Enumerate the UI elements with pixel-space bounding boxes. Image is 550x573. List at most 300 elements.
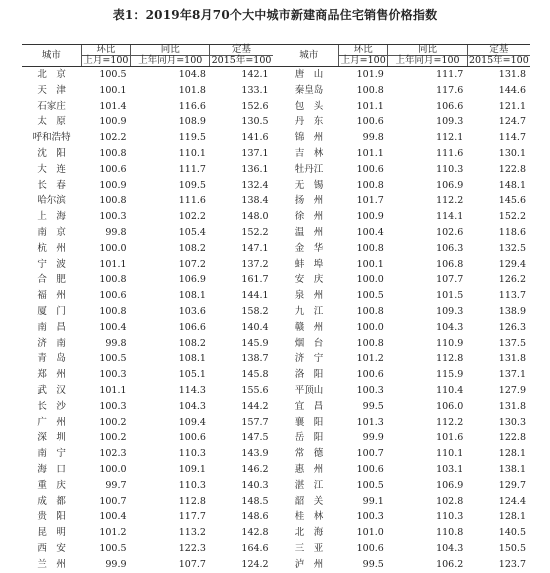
right-yoy-cell: 101.6 [436, 432, 464, 444]
left-city-cell: 昆 明 [37, 527, 66, 539]
right-base-cell: 138.9 [498, 305, 526, 317]
left-yoy-cell: 113.2 [178, 527, 206, 539]
right-city-cell: 泸 州 [294, 558, 324, 570]
right-yoy-cell: 110.3 [436, 511, 464, 523]
table-title: 表1：2019年8月70个大中城市新建商品住宅销售价格指数 [112, 8, 438, 22]
left-yoy-cell: 101.8 [178, 84, 206, 96]
left-mom-cell: 100.8 [99, 274, 127, 286]
left-mom-cell: 100.2 [99, 432, 127, 444]
right-base-cell: 144.6 [498, 84, 526, 96]
right-city-cell: 金 华 [294, 242, 324, 254]
left-city-cell: 郑 州 [37, 369, 66, 381]
column-gap [273, 383, 280, 399]
left-base-cell: 140.3 [241, 479, 269, 491]
column-gap [273, 209, 280, 225]
left-city-cell: 长 沙 [37, 400, 66, 412]
table-row [22, 114, 530, 130]
left-city-cell: 广 州 [37, 416, 66, 428]
table-row [22, 446, 530, 462]
table-row [22, 288, 530, 304]
left-mom-cell: 101.4 [99, 100, 127, 112]
table-row [22, 241, 530, 257]
table-row [22, 304, 530, 320]
left-yoy-cell: 105.1 [178, 369, 206, 381]
right-base-cell: 131.8 [498, 69, 526, 80]
column-gap [273, 336, 280, 352]
right-base-cell: 131.8 [498, 353, 526, 365]
right-city-cell: 烟 台 [294, 337, 324, 349]
right-yoy-cell: 112.8 [436, 353, 464, 365]
column-gap [273, 478, 280, 494]
left-base-cell: 138.4 [241, 195, 269, 207]
right-yoy-cell: 109.3 [436, 305, 464, 317]
right-base-cell: 121.1 [498, 100, 526, 112]
left-mom-cell: 100.5 [99, 353, 127, 365]
left-yoy-cell: 107.7 [178, 558, 206, 570]
left-base-cell: 157.7 [241, 416, 269, 428]
left-base-cell: 147.5 [241, 432, 269, 444]
table-row [22, 130, 530, 146]
right-city-cell: 吉 林 [294, 147, 324, 159]
right-mom-cell: 100.5 [356, 479, 384, 491]
right-mom-cell: 99.5 [362, 400, 384, 412]
column-gap [273, 83, 280, 99]
table-row [22, 351, 530, 367]
right-base-cell: 137.5 [498, 337, 526, 349]
left-city-cell: 兰 州 [37, 558, 66, 570]
left-yoy-cell: 110.1 [178, 147, 206, 159]
right-yoy-cell: 110.8 [436, 527, 464, 539]
table-row [22, 509, 530, 525]
right-base-cell: 137.1 [498, 369, 526, 381]
table-row [22, 162, 530, 178]
column-gap [273, 114, 280, 130]
right-city-cell: 丹 东 [294, 116, 324, 128]
left-base-cell: 152.2 [241, 226, 269, 238]
column-gap [273, 320, 280, 336]
column-gap [273, 178, 280, 194]
right-base-cell: 123.7 [498, 558, 526, 570]
column-gap [273, 99, 280, 115]
left-city-cell: 北 京 [37, 69, 66, 80]
right-mom-cell: 100.8 [356, 84, 384, 96]
left-mom-cell: 99.9 [105, 558, 127, 570]
left-city-cell: 厦 门 [37, 305, 66, 317]
left-base-cell: 143.9 [241, 448, 269, 460]
right-mom-cell: 99.8 [362, 132, 384, 144]
right-mom-cell: 99.9 [362, 432, 384, 444]
right-city-cell: 扬 州 [294, 195, 324, 207]
table-row [22, 525, 530, 541]
right-city-cell: 安 庆 [294, 274, 324, 286]
right-mom-cell: 100.8 [356, 305, 384, 317]
left-mom-cell: 101.2 [99, 527, 127, 539]
right-mom-cell: 100.6 [356, 542, 384, 554]
left-mom-cell: 101.1 [99, 258, 127, 270]
left-city-cell: 太 原 [37, 116, 66, 128]
right-city-cell: 赣 州 [294, 321, 324, 333]
left-mom-cell: 100.8 [99, 147, 127, 159]
table-row [22, 478, 530, 494]
left-base-cell: 152.6 [241, 100, 269, 112]
right-yoy-cell: 110.4 [436, 384, 464, 396]
header-base-left: 定基 [210, 45, 273, 56]
header-mom-right: 环比 [339, 45, 388, 56]
left-city-cell: 哈尔滨 [37, 195, 66, 207]
left-mom-cell: 100.3 [99, 211, 127, 223]
right-yoy-cell: 101.5 [436, 290, 464, 302]
left-city-cell: 武 汉 [37, 384, 66, 396]
left-yoy-cell: 108.9 [178, 116, 206, 128]
subheader-base-left: 2015年=100 [211, 55, 272, 66]
table-row [22, 146, 530, 162]
left-base-cell: 148.6 [241, 511, 269, 523]
column-gap [273, 193, 280, 209]
right-yoy-cell: 115.9 [436, 369, 464, 381]
right-yoy-cell: 109.3 [436, 116, 464, 128]
right-yoy-cell: 104.3 [436, 542, 464, 554]
left-city-cell: 上 海 [37, 211, 66, 223]
left-city-cell: 沈 阳 [37, 147, 66, 159]
right-city-cell: 九 江 [294, 305, 324, 317]
table-row [22, 557, 530, 573]
column-gap [273, 557, 280, 573]
left-base-cell: 141.6 [241, 132, 269, 144]
column-gap [273, 462, 280, 478]
right-base-cell: 118.6 [498, 226, 526, 238]
left-yoy-cell: 110.3 [178, 479, 206, 491]
right-base-cell: 129.4 [498, 258, 526, 270]
right-mom-cell: 100.8 [356, 179, 384, 191]
right-yoy-cell: 102.8 [436, 495, 464, 507]
column-gap [273, 45, 280, 67]
left-mom-cell: 100.7 [99, 495, 127, 507]
table-row [22, 336, 530, 352]
table-row [22, 367, 530, 383]
right-city-cell: 宜 昌 [294, 400, 324, 412]
right-yoy-cell: 107.7 [436, 274, 464, 286]
table-row [22, 399, 530, 415]
left-yoy-cell: 104.3 [178, 400, 206, 412]
left-yoy-cell: 119.5 [178, 132, 206, 144]
table-body [22, 67, 530, 573]
left-base-cell: 137.2 [241, 258, 269, 270]
left-mom-cell: 99.8 [105, 226, 127, 238]
left-base-cell: 138.7 [241, 353, 269, 365]
left-city-cell: 南 昌 [37, 321, 66, 333]
table-row [22, 320, 530, 336]
right-base-cell: 148.1 [498, 179, 526, 191]
table-row [22, 430, 530, 446]
left-yoy-cell: 110.3 [178, 448, 206, 460]
table-row [22, 462, 530, 478]
left-city-cell: 合 肥 [37, 274, 66, 286]
left-mom-cell: 100.5 [99, 69, 127, 80]
table-row [22, 83, 530, 99]
left-mom-cell: 100.6 [99, 290, 127, 302]
right-city-cell: 韶 关 [294, 495, 324, 507]
right-mom-cell: 100.5 [356, 290, 384, 302]
column-gap [273, 541, 280, 557]
left-yoy-cell: 104.8 [178, 69, 206, 80]
left-base-cell: 137.1 [241, 147, 269, 159]
right-base-cell: 113.7 [498, 290, 526, 302]
left-yoy-cell: 108.2 [178, 242, 206, 254]
header-city-right: 城市 [279, 45, 338, 67]
left-mom-cell: 100.1 [99, 84, 127, 96]
left-city-cell: 南 京 [37, 226, 66, 238]
right-mom-cell: 100.3 [356, 511, 384, 523]
right-yoy-cell: 106.2 [436, 558, 464, 570]
left-yoy-cell: 116.6 [178, 100, 206, 112]
right-yoy-cell: 106.9 [436, 179, 464, 191]
subheader-mom-left: 上月=100 [81, 56, 130, 67]
right-mom-cell: 100.0 [356, 274, 384, 286]
right-base-cell: 128.1 [498, 448, 526, 460]
left-base-cell: 144.1 [241, 290, 269, 302]
column-gap [273, 509, 280, 525]
table-row [22, 494, 530, 510]
right-mom-cell: 100.4 [356, 226, 384, 238]
right-base-cell: 126.3 [498, 321, 526, 333]
left-city-cell: 呼和浩特 [32, 132, 71, 144]
right-yoy-cell: 110.1 [436, 448, 464, 460]
right-yoy-cell: 106.3 [436, 242, 464, 254]
right-mom-cell: 99.5 [362, 558, 384, 570]
right-base-cell: 130.1 [498, 147, 526, 159]
left-base-cell: 133.1 [241, 84, 269, 96]
table-row [22, 209, 530, 225]
left-city-cell: 长 春 [37, 179, 66, 191]
left-base-cell: 132.4 [241, 179, 269, 191]
left-yoy-cell: 111.7 [178, 163, 206, 175]
header-city-left: 城市 [22, 45, 81, 67]
right-base-cell: 114.7 [498, 132, 526, 144]
left-base-cell: 147.1 [241, 242, 269, 254]
right-mom-cell: 101.1 [356, 147, 384, 159]
right-city-cell: 襄 阳 [294, 416, 324, 428]
right-city-cell: 湛 江 [294, 479, 324, 491]
right-city-cell: 平顶山 [294, 384, 324, 396]
left-yoy-cell: 108.2 [178, 337, 206, 349]
right-mom-cell: 101.7 [356, 195, 384, 207]
left-base-cell: 148.0 [241, 211, 269, 223]
left-yoy-cell: 107.2 [178, 258, 206, 270]
right-base-cell: 131.8 [498, 400, 526, 412]
right-mom-cell: 100.6 [356, 463, 384, 475]
right-yoy-cell: 112.2 [436, 195, 464, 207]
right-city-cell: 锦 州 [294, 132, 324, 144]
right-base-cell: 152.2 [498, 211, 526, 223]
table-row [22, 225, 530, 241]
left-mom-cell: 100.3 [99, 400, 127, 412]
column-gap [273, 351, 280, 367]
table-row [22, 415, 530, 431]
left-city-cell: 重 庆 [37, 479, 66, 491]
left-yoy-cell: 109.5 [178, 179, 206, 191]
right-yoy-cell: 114.1 [436, 211, 464, 223]
right-mom-cell: 100.9 [356, 211, 384, 223]
column-gap [273, 304, 280, 320]
left-yoy-cell: 112.8 [178, 495, 206, 507]
table-row [22, 541, 530, 557]
right-city-cell: 北 海 [294, 527, 324, 539]
left-yoy-cell: 108.1 [178, 353, 206, 365]
column-gap [273, 257, 280, 273]
right-yoy-cell: 111.6 [436, 147, 464, 159]
subheader-base-right: 2015年=100 [468, 55, 529, 66]
left-yoy-cell: 100.6 [178, 432, 206, 444]
column-gap [273, 415, 280, 431]
left-mom-cell: 100.4 [99, 511, 127, 523]
left-base-cell: 145.9 [241, 337, 269, 349]
left-mom-cell: 100.3 [99, 369, 127, 381]
right-base-cell: 140.5 [498, 527, 526, 539]
right-base-cell: 124.4 [498, 495, 526, 507]
right-city-cell: 岳 阳 [294, 432, 324, 444]
column-gap [273, 367, 280, 383]
right-base-cell: 138.1 [498, 463, 526, 475]
column-gap [273, 67, 280, 83]
column-gap [273, 525, 280, 541]
table-row [22, 272, 530, 288]
column-gap [273, 241, 280, 257]
right-city-cell: 秦皇岛 [294, 84, 324, 96]
right-mom-cell: 100.1 [356, 258, 384, 270]
left-mom-cell: 102.2 [99, 132, 127, 144]
table-row [22, 257, 530, 273]
right-mom-cell: 101.3 [356, 416, 384, 428]
right-city-cell: 温 州 [294, 226, 324, 238]
column-gap [273, 288, 280, 304]
left-city-cell: 海 口 [37, 463, 66, 475]
left-base-cell: 124.2 [241, 558, 269, 570]
table-row [22, 178, 530, 194]
left-mom-cell: 100.8 [99, 195, 127, 207]
left-mom-cell: 100.4 [99, 321, 127, 333]
left-base-cell: 164.6 [241, 542, 269, 554]
right-base-cell: 145.6 [498, 195, 526, 207]
subheader-mom-right: 上月=100 [339, 56, 388, 67]
left-city-cell: 福 州 [37, 290, 66, 302]
right-yoy-cell: 117.6 [436, 84, 464, 96]
column-gap [273, 272, 280, 288]
right-mom-cell: 101.0 [356, 527, 384, 539]
left-base-cell: 161.7 [241, 274, 269, 286]
right-city-cell: 洛 阳 [294, 369, 324, 381]
right-city-cell: 蚌 埠 [294, 258, 324, 270]
right-yoy-cell: 111.7 [436, 69, 464, 80]
left-city-cell: 深 圳 [37, 432, 66, 444]
left-base-cell: 130.5 [241, 116, 269, 128]
left-yoy-cell: 106.9 [178, 274, 206, 286]
right-yoy-cell: 106.6 [436, 100, 464, 112]
left-base-cell: 142.8 [241, 527, 269, 539]
column-gap [273, 430, 280, 446]
left-city-cell: 青 岛 [37, 353, 66, 365]
left-mom-cell: 100.0 [99, 242, 127, 254]
left-city-cell: 济 南 [37, 337, 66, 349]
column-gap [273, 146, 280, 162]
left-yoy-cell: 111.6 [178, 195, 206, 207]
right-base-cell: 124.7 [498, 116, 526, 128]
left-city-cell: 天 津 [37, 84, 66, 96]
right-yoy-cell: 110.3 [436, 163, 464, 175]
right-base-cell: 128.1 [498, 511, 526, 523]
price-index-table [22, 44, 530, 573]
right-mom-cell: 101.1 [356, 100, 384, 112]
left-yoy-cell: 117.7 [178, 511, 206, 523]
right-yoy-cell: 102.6 [436, 226, 464, 238]
left-city-cell: 成 都 [37, 495, 66, 507]
right-mom-cell: 101.2 [356, 353, 384, 365]
right-mom-cell: 100.7 [356, 448, 384, 460]
column-gap [273, 130, 280, 146]
left-base-cell: 142.1 [241, 69, 269, 80]
left-city-cell: 大 连 [37, 163, 66, 175]
table-row [22, 67, 530, 83]
subheader-yoy-left: 上年同月=100 [131, 56, 210, 67]
column-gap [273, 399, 280, 415]
header-base-right: 定基 [467, 45, 530, 56]
left-base-cell: 136.1 [241, 163, 269, 175]
column-gap [273, 225, 280, 241]
right-yoy-cell: 106.8 [436, 258, 464, 270]
right-yoy-cell: 112.2 [436, 416, 464, 428]
left-mom-cell: 101.1 [99, 384, 127, 396]
header-mom-left: 环比 [81, 45, 130, 56]
left-mom-cell: 99.8 [105, 337, 127, 349]
table-row [22, 99, 530, 115]
right-mom-cell: 100.0 [356, 321, 384, 333]
left-city-cell: 贵 阳 [37, 511, 66, 523]
right-base-cell: 129.7 [498, 479, 526, 491]
right-yoy-cell: 103.1 [436, 463, 464, 475]
column-gap [273, 494, 280, 510]
left-mom-cell: 100.5 [99, 542, 127, 554]
left-base-cell: 145.8 [241, 369, 269, 381]
left-yoy-cell: 103.6 [178, 305, 206, 317]
column-gap [273, 446, 280, 462]
left-base-cell: 140.4 [241, 321, 269, 333]
right-mom-cell: 100.6 [356, 116, 384, 128]
right-base-cell: 122.8 [498, 163, 526, 175]
left-mom-cell: 100.6 [99, 163, 127, 175]
right-mom-cell: 100.3 [356, 384, 384, 396]
left-base-cell: 158.2 [241, 305, 269, 317]
right-city-cell: 徐 州 [294, 211, 324, 223]
subheader-yoy-right: 上年同月=100 [388, 56, 467, 67]
right-mom-cell: 101.9 [356, 69, 384, 80]
left-yoy-cell: 109.1 [178, 463, 206, 475]
table-row [22, 383, 530, 399]
right-mom-cell: 99.1 [362, 495, 384, 507]
right-city-cell: 桂 林 [294, 511, 324, 523]
left-mom-cell: 100.0 [99, 463, 127, 475]
left-yoy-cell: 105.4 [178, 226, 206, 238]
left-city-cell: 杭 州 [37, 242, 66, 254]
right-city-cell: 济 宁 [294, 353, 324, 365]
right-yoy-cell: 110.9 [436, 337, 464, 349]
left-base-cell: 148.5 [241, 495, 269, 507]
right-yoy-cell: 104.3 [436, 321, 464, 333]
right-base-cell: 150.5 [498, 542, 526, 554]
right-city-cell: 三 亚 [294, 542, 324, 554]
right-city-cell: 无 锡 [294, 179, 324, 191]
right-base-cell: 130.3 [498, 416, 526, 428]
right-city-cell: 常 德 [294, 448, 324, 460]
right-yoy-cell: 112.1 [436, 132, 464, 144]
